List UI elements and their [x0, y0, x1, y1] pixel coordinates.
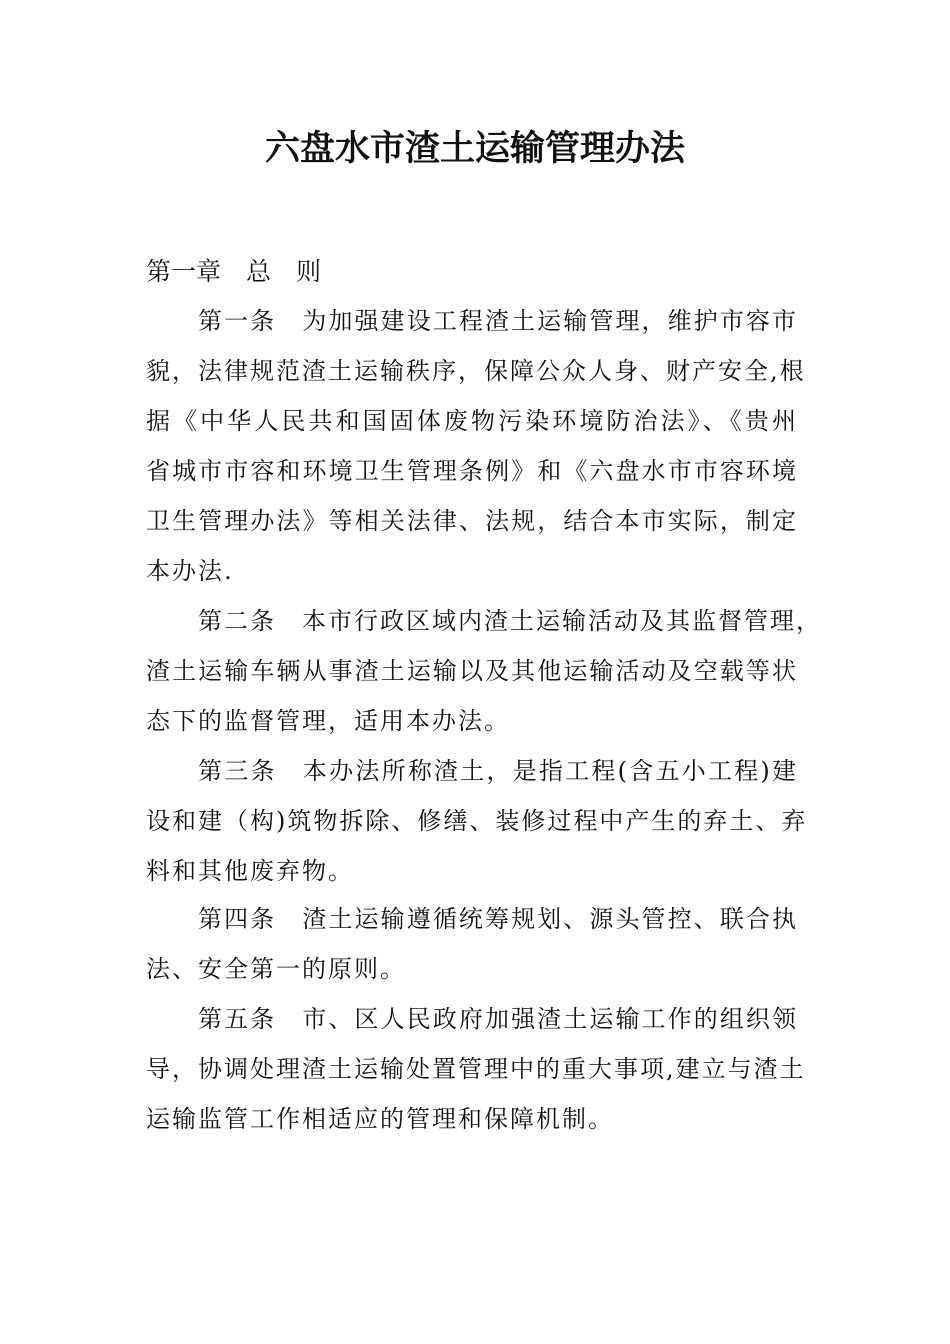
article-1-line: 卫生管理办法》等相关法律、法规，结合本市实际，制定 [146, 507, 798, 535]
article-1-line: 省城市市容和环境卫生管理条例》和《六盘水市市容环境 [146, 457, 798, 485]
article-5 [146, 994, 806, 1144]
article-1-line: 据《中华人民共和国固体废物污染环境防治法》、《贵州 [146, 407, 798, 435]
article-2 [146, 596, 822, 746]
article-4 [146, 894, 798, 994]
article-2-line: 渣土运输车辆从事渣土运输以及其他运输活动及空载等状 [146, 657, 798, 685]
article-5-line: 运输监管工作相适应的管理和保障机制。 [146, 1105, 614, 1133]
article-5-line: 导，协调处理渣土运输处置管理中的重大事项,建立与渣土 [146, 1055, 806, 1083]
article-3 [146, 746, 808, 896]
article-3-line: 设和建（构)筑物拆除、修缮、装修过程中产生的弃土、弃 [146, 807, 808, 835]
article-3-line: 料和其他废弃物。 [146, 857, 354, 885]
article-1-line: 本办法. [146, 557, 234, 585]
article-1-line: 貌，法律规范渣土运输秩序，保障公众人身、财产安全,根 [146, 357, 806, 385]
article-2-line: 态下的监督管理，适用本办法。 [146, 707, 510, 735]
article-5-line: 第五条 市、区人民政府加强渣土运输工作的组织领 [198, 1005, 798, 1033]
document-title: 六盘水市渣土运输管理办法 [264, 128, 685, 169]
article-1-line: 第一条 为加强建设工程渣土运输管理，维护市容市 [198, 307, 798, 335]
article-3-line: 第三条 本办法所称渣土，是指工程(含五小工程)建 [198, 757, 798, 785]
chapter-heading: 第一章 总 则 [146, 257, 322, 286]
article-4-line: 法、安全第一的原则。 [146, 955, 406, 983]
article-4-line: 第四条 渣土运输遵循统筹规划、源头管控、联合执 [198, 905, 798, 933]
article-2-line: 第二条 本市行政区域内渣土运输活动及其监督管理， [198, 607, 822, 635]
article-1 [146, 296, 806, 596]
